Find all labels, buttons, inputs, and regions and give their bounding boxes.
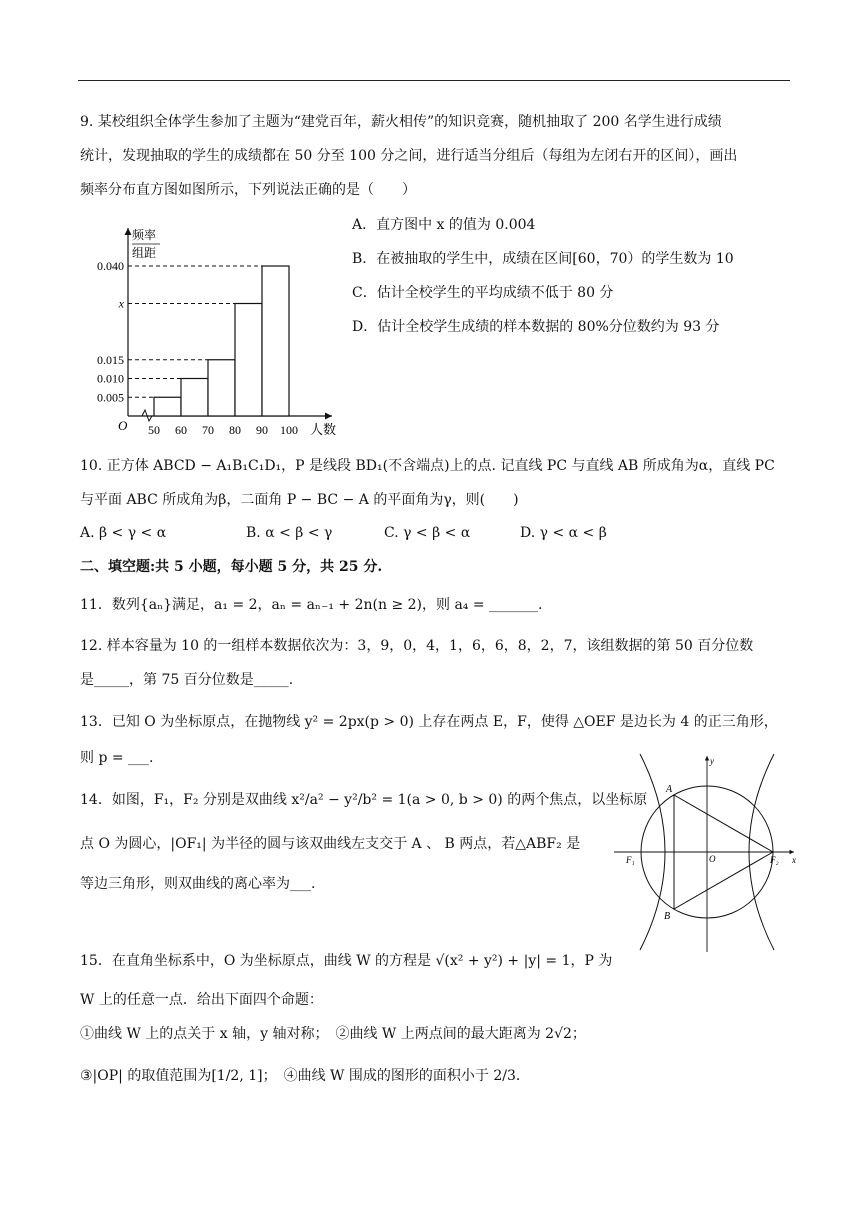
frequency-histogram — [80, 222, 350, 444]
histogram-bar-70-80 — [208, 360, 235, 416]
x-tick-label-100: 100 — [280, 423, 298, 437]
q13-line-2: 则 p = ___. — [80, 750, 154, 766]
q10-option-b: B. α < β < γ — [246, 525, 333, 541]
label-a: A — [666, 784, 673, 795]
histogram-bar-50-60 — [154, 397, 181, 416]
q12-line-2: 是_____，第 75 百分位数是_____. — [80, 672, 294, 688]
q11-text: 11．数列{aₙ}满足，a₁ = 2，aₙ = aₙ₋₁ + 2n(n ≥ 2)，则 a₄ = _______. — [80, 597, 543, 613]
q15-line-2: W 上的任意一点．给出下面四个命题： — [80, 992, 323, 1008]
header-rule — [78, 80, 790, 81]
y-tick-label-1: 0.010 — [97, 371, 124, 386]
q14-line-3: 等边三角形，则双曲线的离心率为___. — [80, 876, 316, 892]
x-tick-label-70: 70 — [202, 423, 214, 437]
origin-label: O — [118, 418, 128, 433]
q9-line-3: 频率分布直方图如图所示，下列说法正确的是（ ） — [80, 182, 416, 198]
q9-option-c: C．估计全校学生的平均成绩不低于 80 分 — [352, 285, 614, 301]
label-o: O — [709, 854, 716, 864]
q9-option-b: B．在被抽取的学生中，成绩在区间[60，70）的学生数为 10 — [352, 251, 734, 267]
hyperbola-figure — [610, 752, 806, 954]
x-tick-label-80: 80 — [229, 423, 241, 437]
ylabel-top: 频率 — [132, 228, 157, 242]
section-heading: 二、填空题:共 5 小题，每小题 5 分，共 25 分. — [80, 559, 383, 575]
q13-line-1: 13．已知 O 为坐标原点，在抛物线 y² = 2px(p > 0) 上存在两点 E，F，使得 △OEF 是边长为 4 的正三角形， — [80, 714, 778, 730]
q12-line-1: 12. 样本容量为 10 的一组样本数据依次为：3，9，0，4，1，6，6，8，2，7，该组数据的第 50 百分位数 — [80, 638, 754, 654]
xlabel: 人数 — [310, 422, 337, 437]
ylabel-bottom: 组距 — [132, 246, 157, 260]
q15-line-3: ①曲线 W 上的点关于 x 轴，y 轴对称； ②曲线 W 上两点间的最大距离为 2√2； — [80, 1026, 586, 1042]
label-f1: F₁ — [626, 855, 635, 865]
x-tick-label-50: 50 — [148, 423, 160, 437]
q10-option-c: C. γ < β < α — [384, 525, 471, 541]
q9-line-2: 统计，发现抽取的学生的成绩都在 50 分至 100 分之间，进行适当分组后（每组为左闭右开的区间），画出 — [80, 148, 738, 164]
q15-line-1: 15．在直角坐标系中，O 为坐标原点，曲线 W 的方程是 √(x² + y²) + |y| = 1，P 为 — [80, 953, 613, 969]
q10-option-d: D. γ < α < β — [520, 525, 607, 541]
x-tick-label-90: 90 — [256, 423, 268, 437]
histogram-bar-60-70 — [181, 379, 208, 417]
histogram-bar-80-90 — [235, 304, 262, 417]
q10-line-2: 与平面 ABC 所成角为β，二面角 P − BC − A 的平面角为γ，则( ) — [80, 492, 519, 508]
y-tick-label-4: 0.040 — [97, 259, 124, 273]
q9-option-d: D．估计全校学生成绩的样本数据的 80%分位数约为 93 分 — [352, 319, 720, 335]
q10-option-a: A. β < γ < α — [80, 525, 167, 541]
y-tick-label-0: 0.005 — [97, 390, 124, 405]
q14-line-1: 14．如图，F₁，F₂ 分别是双曲线 x²/a² − y²/b² = 1(a > 0, b > 0) 的两个焦点，以坐标原 — [80, 792, 648, 808]
label-y: y — [710, 756, 714, 766]
q9-line-1: 9. 某校组织全体学生参加了主题为“建党百年，薪火相传”的知识竞赛，随机抽取了 200 名学生进行成绩 — [80, 114, 722, 130]
label-x: x — [792, 855, 796, 865]
label-f2: F₂ — [770, 855, 779, 865]
y-tick-label-3: x — [118, 296, 124, 311]
histogram-bar-90-100 — [262, 266, 289, 416]
x-tick-label-60: 60 — [175, 423, 187, 437]
label-b: B — [664, 911, 671, 922]
q15-line-4: ③|OP| 的取值范围为[1/2, 1]； ④曲线 W 围成的图形的面积小于 2/3． — [80, 1068, 530, 1084]
q10-line-1: 10. 正方体 ABCD − A₁B₁C₁D₁，P 是线段 BD₁(不含端点)上的点. 记直线 PC 与直线 AB 所成角为α，直线 PC — [80, 458, 775, 474]
q9-option-a: A．直方图中 x 的值为 0.004 — [352, 217, 536, 233]
y-tick-label-2: 0.015 — [97, 352, 124, 367]
q14-line-2: 点 O 为圆心，|OF₁| 为半径的圆与该双曲线左支交于 A 、 B 两点，若△ABF₂ 是 — [80, 836, 581, 852]
